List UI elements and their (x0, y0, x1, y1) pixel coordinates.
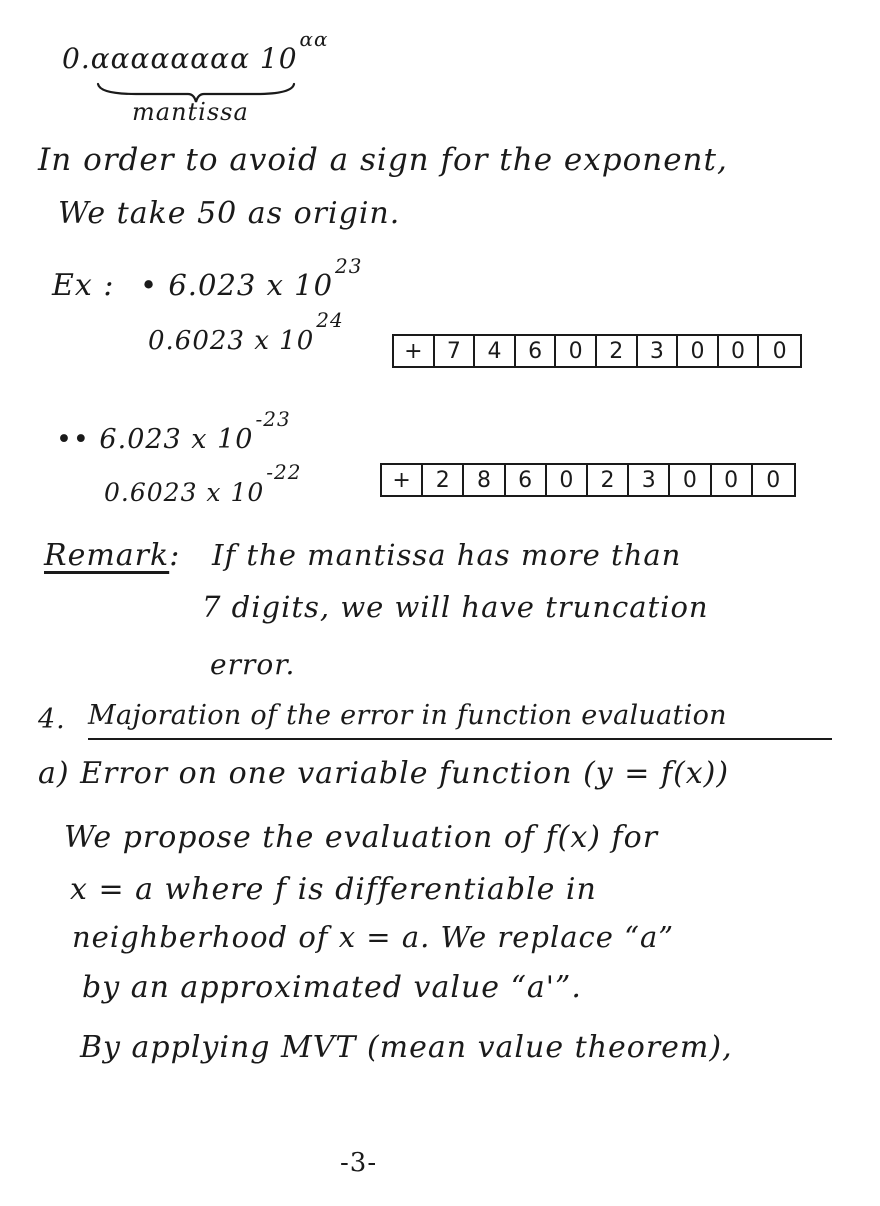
remark-line-2: 7 digits, we will have truncation (202, 590, 709, 624)
example1-line1-base: • 6.023 x 10 (140, 268, 334, 302)
intro-line-1: In order to avoid a sign for the exponent, (38, 142, 728, 178)
example2-digit-cell-9: 0 (766, 467, 781, 493)
remark-line-3: error. (210, 648, 296, 681)
example2-line2-exponent: -22 (266, 460, 302, 484)
example2-digit-cell-5: 2 (588, 465, 629, 495)
example-prefix: Ex : (52, 268, 115, 303)
example2-digit-cell-4: 0 (547, 465, 588, 495)
example1-line2-base: 0.6023 x 10 (148, 326, 315, 356)
example1-digit-cell-5: 2 (597, 336, 638, 366)
example1-line1-exponent: 23 (335, 254, 363, 278)
example1-line1 (140, 254, 363, 302)
subsection-a-line-1: We propose the evaluation of f(x) for (64, 820, 659, 855)
example1-digit-cell-2: 4 (475, 336, 516, 366)
example1-digit-cell-8: 0 (719, 336, 760, 366)
example2-digit-cell-2: 8 (464, 465, 505, 495)
subsection-a-line-4: by an approximated value “a'”. (82, 970, 582, 1005)
example2-digit-cell-3: 6 (506, 465, 547, 495)
example1-digit-cell-3: 6 (516, 336, 557, 366)
subsection-a-line-2: x = a where f is differentiable in (70, 872, 597, 907)
section-title: Majoration of the error in function evaluation (88, 700, 727, 731)
example1-digit-cell-0: + (394, 336, 435, 366)
example1-digit-cell-9: 0 (772, 338, 787, 364)
remark-label (44, 538, 180, 573)
example2-line2 (104, 460, 302, 507)
example2-digit-cells (380, 463, 796, 497)
example2-line2-base: 0.6023 x 10 (104, 478, 265, 507)
example2-line1-base: •• 6.023 x 10 (56, 424, 254, 455)
example2-digit-cell-1: 2 (423, 465, 464, 495)
example1-digit-cell-7: 0 (678, 336, 719, 366)
intro-line-2: We take 50 as origin. (58, 196, 401, 231)
remark-label-text: Remark (44, 538, 170, 573)
example1-digit-cells (392, 334, 802, 368)
subsection-a-line-5: By applying MVT (mean value theorem), (80, 1030, 733, 1065)
example1-digit-cell-4: 0 (556, 336, 597, 366)
example2-digit-cell-7: 0 (670, 465, 711, 495)
remark-line-1: If the mantissa has more than (212, 538, 682, 572)
example2-digit-cell-0: + (382, 465, 423, 495)
example2-line1 (56, 407, 291, 455)
example1-digit-cell-1: 7 (435, 336, 476, 366)
section-number: 4. (38, 704, 66, 735)
example2-digit-cell-6: 3 (629, 465, 670, 495)
example2-digit-cell-8: 0 (712, 465, 753, 495)
subsection-a-line-3: neighberhood of x = a. We replace “a” (72, 920, 675, 954)
mantissa-expression (62, 27, 329, 75)
remark-colon: : (169, 538, 181, 573)
example2-line1-exponent: -23 (255, 407, 291, 431)
section-title-underline (88, 738, 832, 740)
mantissa-exponent: αα (299, 27, 329, 51)
page-number: -3- (340, 1148, 378, 1178)
example1-line2-exponent: 24 (316, 308, 344, 332)
mantissa-base: 0.αααααααα 10 (62, 42, 298, 75)
example1-digit-cell-6: 3 (638, 336, 679, 366)
subsection-a-title: a) Error on one variable function (y = f(x)) (38, 756, 730, 791)
example1-line2 (148, 308, 344, 356)
mantissa-label: mantissa (132, 98, 249, 126)
